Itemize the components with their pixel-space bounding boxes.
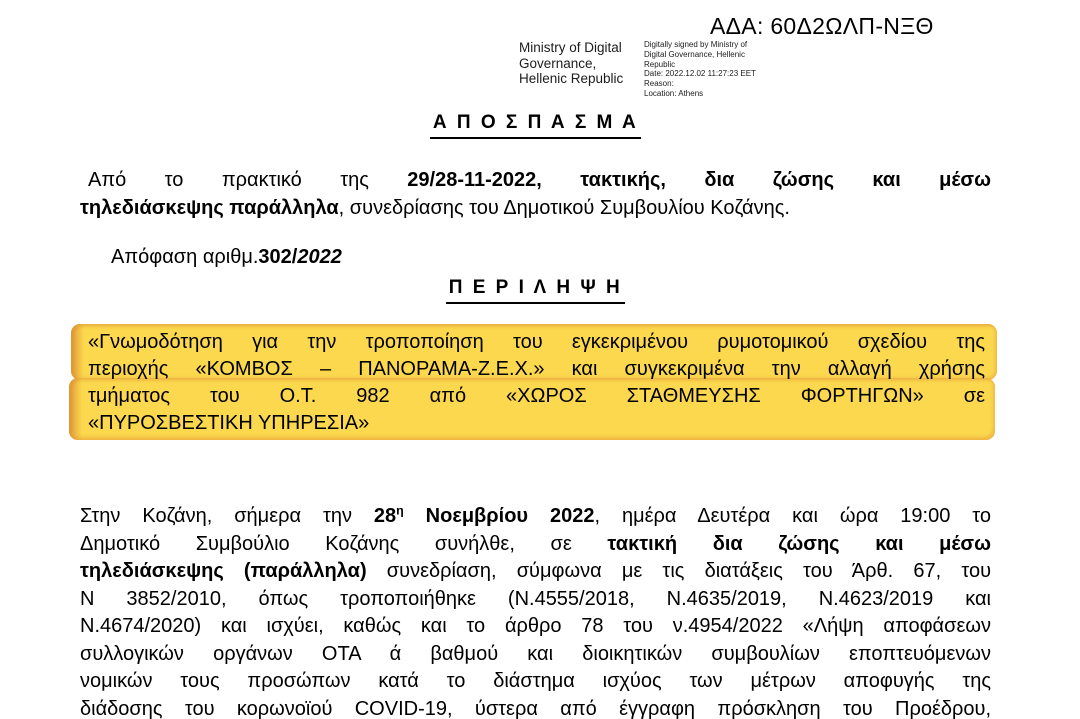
text-segment: Από το πρακτικό της [88,169,408,191]
document-title [80,112,991,139]
signature-details [644,40,766,99]
text-line [111,245,991,269]
text-segment: περιοχής «ΚΟΜΒΟΣ – ΠΑΝΟΡΑΜΑ-Ζ.Ε.Χ.» και συγκεκριμένα την αλλαγή χρήσης [88,358,985,380]
text-segment: 29/28-11-2022, τακτικής, δια ζώσης και μέσω [407,169,991,191]
text-segment: 2022 [297,246,342,268]
text-segment: τηλεδιάσκεψης (παράλληλα) [80,560,367,582]
text-line [80,503,991,531]
text-line [80,558,991,586]
text-segment: διάδοσης του κορωνοϊού COVID-19, ύστερα από έγγραφη πρόσκληση του Προέδρου, [80,697,991,719]
decision-number [111,245,991,269]
summary-title [80,277,991,304]
text-segment: Ν 3852/2010, όπως τροποποιήθηκε (Ν.4555/2018, Ν.4635/2019, Ν.4623/2019 και [80,587,991,610]
text-segment: Δημοτικό Συμβούλιο Κοζάνης συνήλθε, σε [80,532,608,555]
digital-signature-block [519,40,766,99]
text-segment: η [396,503,404,518]
text-line [80,194,991,222]
text-segment: , συνεδρίασης του Δημοτικού Συμβουλίου Κοζάνης. [338,197,790,219]
text-line [80,531,991,559]
text-line: Reason: [644,79,674,88]
text-segment: Νοεμβρίου 2022 [403,505,595,527]
text-line [80,641,991,669]
text-line [80,166,991,194]
summary-title-text: Π Ε Ρ Ι Λ Η Ψ Η [446,277,626,304]
text-segment: συνεδρίαση, σύμφωνα με τις διατάξεις του Άρθ. 67, του [366,560,992,582]
text-line [88,356,985,383]
text-line [88,383,985,410]
text-line [88,329,985,356]
text-line: Date: 2022.12.02 11:27:23 EET [644,69,756,79]
text-line [80,696,991,719]
text-line [80,668,991,696]
document-body [80,112,991,719]
body-paragraph [80,503,991,719]
text-segment: «ΠΥΡΟΣΒΕΣΤΙΚΗ ΥΠΗΡΕΣΙΑ» [88,412,370,434]
text-line [80,613,991,641]
text-segment: τηλεδιάσκεψης παράλληλα [80,197,339,219]
text-line [80,586,991,614]
text-segment: 302/ [258,246,298,268]
text-line: Digitally signed by Ministry of Digital Governance, Hellenic Republic [644,40,748,69]
text-segment: Απόφαση αριθμ. [111,246,259,268]
text-segment: 28 [373,505,397,527]
text-segment: , ημέρα Δευτέρα και ώρα 19:00 το [594,505,992,527]
text-segment: «Γνωμοδότηση για την τροποποίηση του εγκεκριμένου ρυμοτομικού σχεδίου της [88,331,985,353]
summary-text [88,329,985,437]
document-title-text: Α Π Ο Σ Π Α Σ Μ Α [430,112,641,139]
text-segment: τμήματος του Ο.Τ. 982 από «ΧΩΡΟΣ ΣΤΑΘΜΕΥΣΗΣ ΦΟΡΤΗΓΩΝ» σε [88,385,985,407]
text-segment: τακτική δια ζώσης και μέσω [607,532,991,555]
text-line: Location: Athens [644,88,704,98]
signature-signer-name: Ministry of Digital Governance, Hellenic Republic [519,40,624,87]
text-segment: Στην Κοζάνη, σήμερα την [80,505,374,527]
text-segment: Ν.4674/2020) και ισχύει, καθώς και το άρθρο 78 του ν.4954/2022 «Λήψη αποφάσεων [80,615,991,637]
highlighted-summary [80,326,991,440]
text-segment: νομικών τους προσώπων κατά το διάστημα ισχύος των μέτρων αποφυγής της [80,670,991,692]
ada-code: ΑΔΑ: 60Δ2ΩΛΠ-ΝΞΘ [710,13,934,39]
intro-paragraph [80,166,991,222]
text-segment: συλλογικών οργάνων ΟΤΑ ά βαθμού και διοικητικών συμβουλίων εποπτευόμενων [80,642,991,665]
text-line [88,410,985,437]
